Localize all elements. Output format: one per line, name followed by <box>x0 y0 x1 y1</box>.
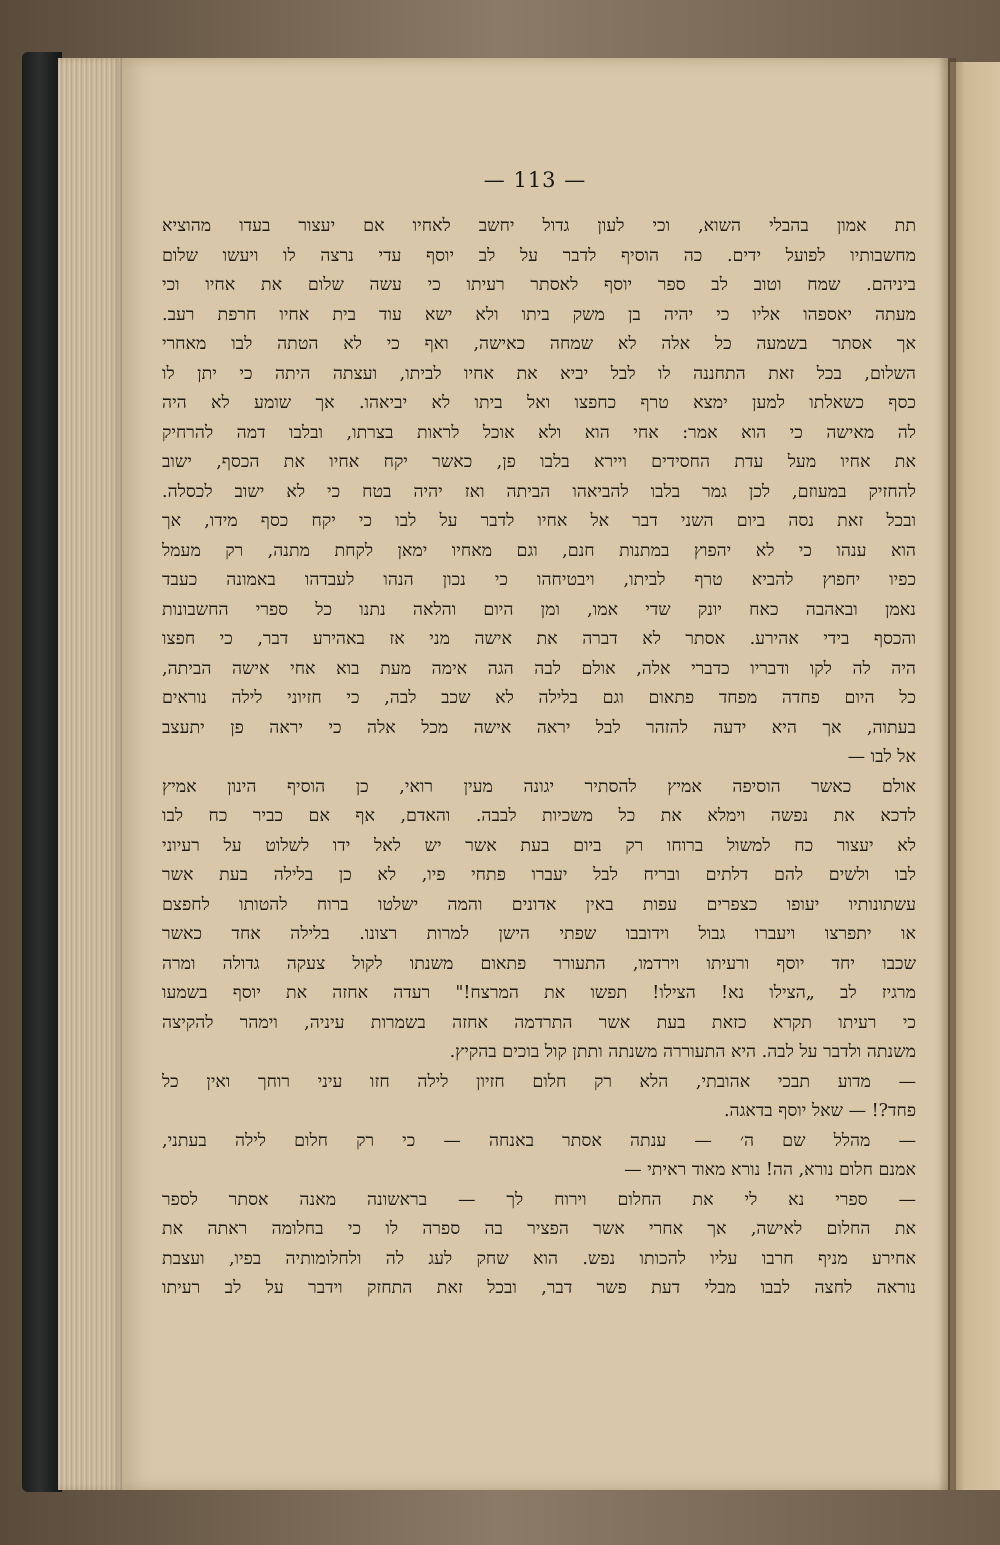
text-line: מעתה יאספהו אליו כי יהיה בן משק ביתו ולא ישא עוד בית אחיו חרפת רעב. <box>162 304 916 325</box>
adjacent-page <box>950 62 1000 1490</box>
text-line: הוא ענהו כי לא יהפוץ במתנות חנם, וגם מאחיו ימאן לקחת מתנה, רק מעמל <box>162 540 916 561</box>
page-body-text <box>162 212 916 1304</box>
text-line: משנתה ולדבר על לבה. היא התעוררה משנתה ותתן קול בוכים בהקיץ. <box>449 1042 916 1062</box>
text-line: או יתפרצו ויעברו גבול וידובבו שפתי הישן למרות רצונו. בלילה אחד כאשר <box>162 924 916 944</box>
page-number: — 113 — <box>483 168 587 192</box>
text-line: אמנם חלום נורא, הה! נורא מאוד ראיתי — <box>624 1160 916 1180</box>
gutter-shadow <box>938 58 956 1490</box>
text-line: נאמן ובאהבה כאח יונק שדי אמו, ומן היום והלאה נתנו כל ספרי החשבונות <box>162 599 916 620</box>
text-line: אך אסתר בשמעה כל אלה לא שמחה כאישה, ואף כי לא הטתה לבו מאחרי <box>162 334 916 354</box>
text-line: כי רעיתו תקרא כזאת בעת אשר התרדמה אחזה בשמרות עיניה, וימהר להקיצה <box>162 1012 916 1033</box>
text-line: מרגיז לב „הצילו נא! הצילו! תפשו את המרצח!" רעדה אחזה את יוסף בשמעו <box>162 983 916 1003</box>
text-line: אל לבו — <box>847 747 916 767</box>
text-line: פחד?! — שאל יוסף בדאגה. <box>723 1101 916 1121</box>
text-line: עשתונותיו יעופו כצפרים עפות באין אדונים והמה ישלטו ברוח להטותו לחפצם <box>162 894 916 915</box>
text-line: — מהלל שם ה׳ — ענתה אסתר באנחה — כי רק חלום לילה בעתני, <box>162 1130 916 1151</box>
text-line: תת אמון בהבלי השוא, וכי לעון גדול יחשב לאחיו אם יעצור בעדו מהוציא <box>162 216 916 236</box>
text-line: כפיו יחפוץ להביא טרף לביתו, ויבטיחהו כי נכון הנהו לעבדהו באמונה כעבד <box>162 570 916 590</box>
text-line: את החלום לאישה, אך אחרי אשר הפציר בה ספרה לו כי בחלומה ראתה את <box>162 1219 916 1239</box>
text-line: כסף כשאלתו למען ימצא טרף כחפצו ואל ביתו לא יביאהו. אך שומע לא היה <box>162 393 916 413</box>
text-line: מחשבותיו לפועל ידים. כה הוסיף לדבר על לב יוסף עדי נרצה לו ויעשו שלום <box>162 245 916 266</box>
text-line: בעתוה, אך היא ידעה להזהר לבל יראה אישה מכל אלה כי יראה פן יתעצב <box>162 717 916 738</box>
text-line: לא יעצור כח למשול ברוחו רק ביום בעת אשר יש לאל ידו לשלוט על רעיוני <box>162 835 916 856</box>
text-line: נוראה לחצה לבבו מבלי דעת פשר דבר, ובכל זאת התחזק וידבר על לב רעיתו <box>162 1278 916 1298</box>
text-line: לדכא את נפשה וימלא את כל משכיות לבבה. והאדם, אף אם כביר כח לבו <box>162 806 916 826</box>
text-line: — ספרי נא לי את החלום וירוח לך — בראשונה מאנה אסתר לספר <box>162 1189 916 1210</box>
text-line: אחירע מניף חרבו עליו להכותו נפש. הוא שחק לעג לה ולחלומותיה בפיו, ועצבת <box>162 1248 916 1269</box>
text-line: אולם כאשר הוסיפה אמיץ להסתיר יגונה מעין רואי, כן הוסיף הינון אמיץ <box>162 776 916 797</box>
text-line: ביניהם. שמח וטוב לב ספר יוסף לאסתר רעיתו כי עשה שלום את אחיו וכי <box>162 275 916 295</box>
text-line: — מדוע תבכי אהובתי, הלא רק חלום חזיון לילה חזו עיני רוחך ואין כל <box>162 1071 916 1092</box>
text-line: שכבו יחד יוסף ורעיתו וירדמו, התעורר פתאום משנתו לקול צעקה גדולה ומרה <box>162 953 916 974</box>
text-line: היה לה לקו ודבריו כדברי אלה, אולם לבה הגה אימה מעת בוא אחי אישה הביתה, <box>162 658 916 679</box>
text-line: את אחיו מעל עדת החסידים ויירא בלבו פן, כאשר יקח אחיו את הכסף, ישוב <box>162 452 916 472</box>
text-line: כל היום פחדה מפחד פתאום וגם בלילה לא שכב לבה, כי חזיוני לילה נוראים <box>162 688 916 708</box>
text-line: ובכל זאת נסה ביום השני דבר אל אחיו לדבר על לבו כי יקח כסף מידו, אך <box>162 511 916 531</box>
text-line: השלום, בכל זאת התחננה לו לבל יביא את אחיו לביתו, ועצתה היתה כי יתן לו <box>162 363 916 384</box>
page-edges <box>58 58 124 1490</box>
book-binding <box>22 52 62 1492</box>
text-line: לה מאישה כי הוא אמר: אחי הוא ולא אוכל לראות בצרתו, ובלבו דמה להרחיק <box>162 422 916 443</box>
text-line: לבו ולשים להם דלתים ובריח לבל יעברו פתחי פיו, לא כן בלילה בעת אשר <box>162 865 916 885</box>
text-line: והכסף בידי אהירע. אסתר לא דברה את אישה מני אז באהירע דבר, כי חפצו <box>162 629 916 649</box>
text-line: להחזיק במעוזם, לכן גמר בלבו להביאהו הביתה ואז יהיה בטח כי לא ישוב לכסלה. <box>162 481 916 502</box>
